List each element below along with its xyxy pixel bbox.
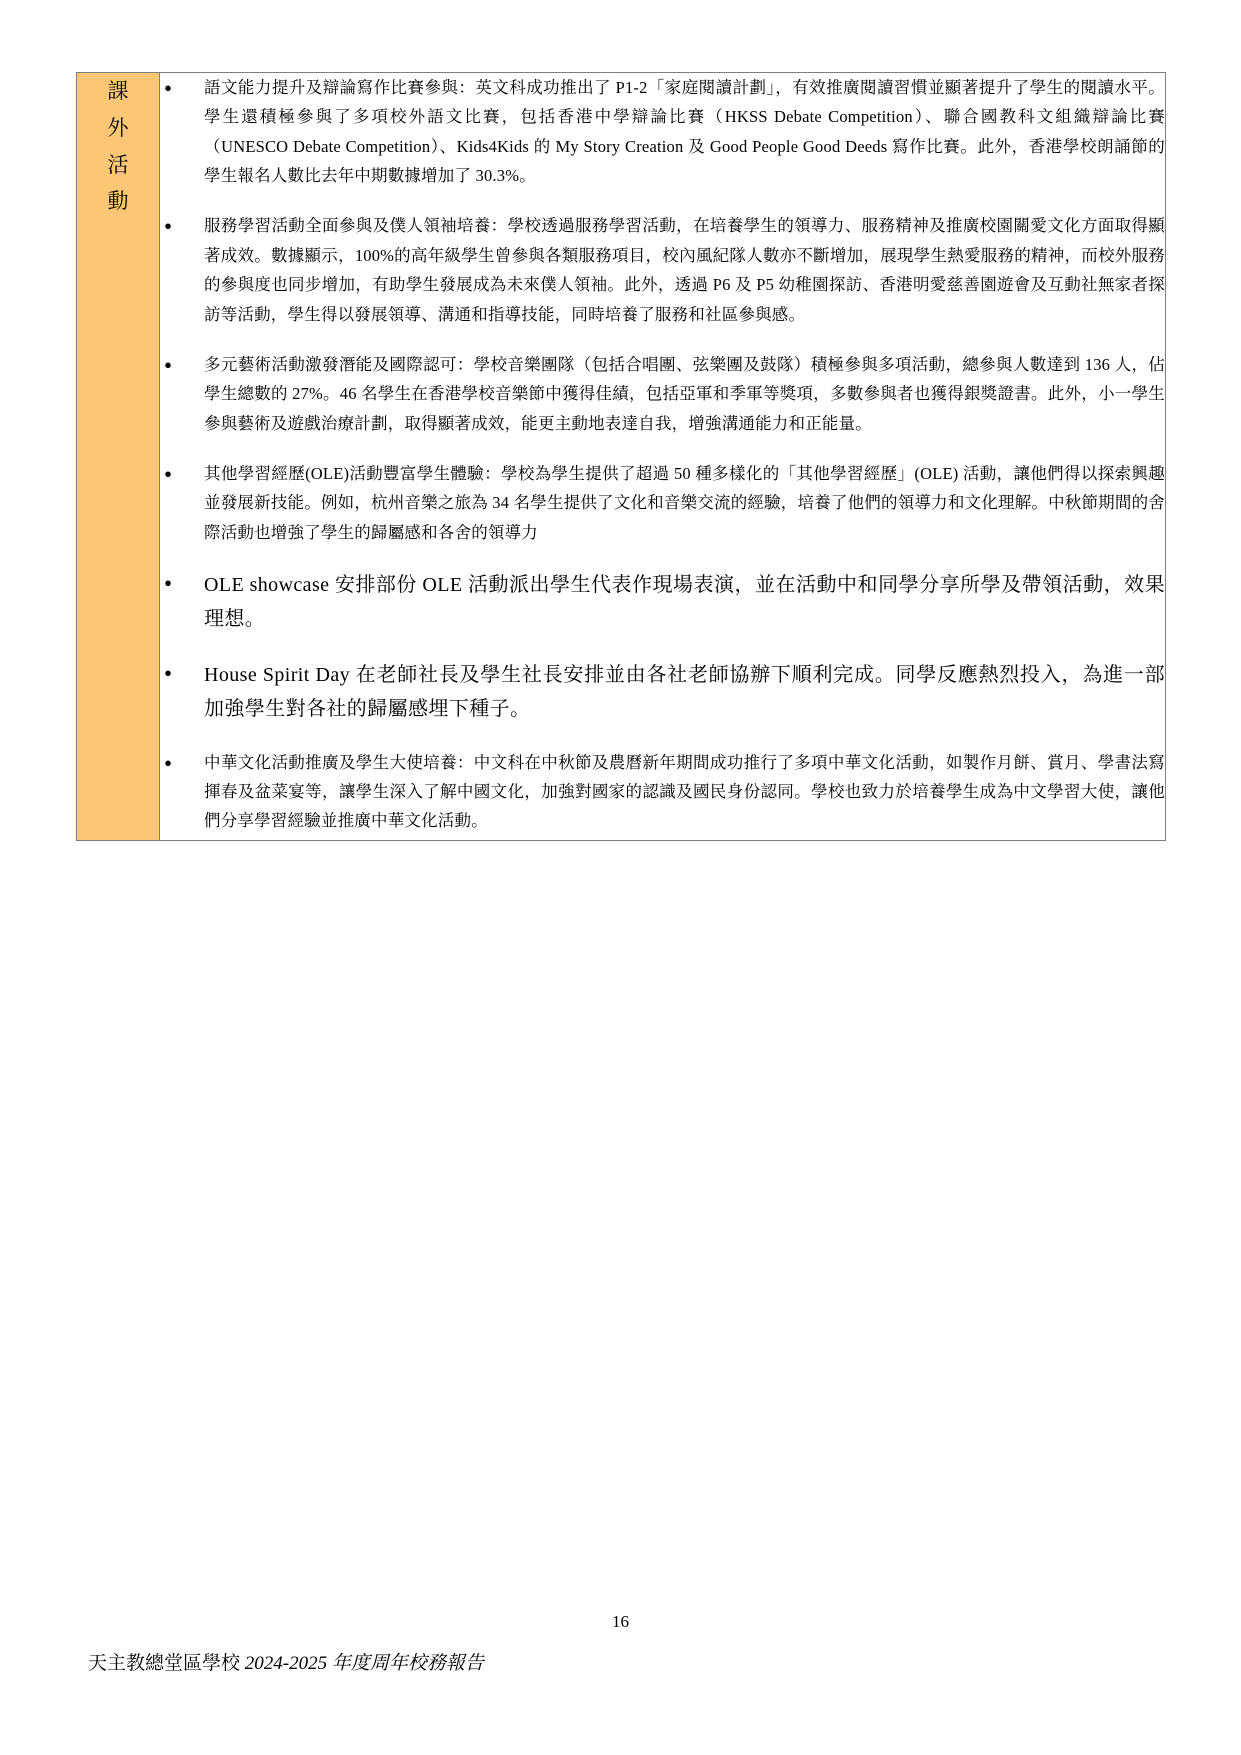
bullet-text: • 中華文化活動推廣及學生大使培養：中文科在中秋節及農曆新年期間成功推行了多項中華文化活動，如製作月餅、賞月、學書法寫揮春及盆菜宴等，讓學生深入了解中國文化，加強對國家的認識及國民身份認同。學校也致力於培養學生成為中文學習大使，讓他們分享學習經驗並推廣中華文化活動。 <box>204 752 1165 831</box>
bullet-ole-showcase <box>160 568 1165 637</box>
footer-school-name: 天主教總堂區學校 <box>88 1653 245 1674</box>
footer-report-title: 2024-2025 年度周年校務報告 <box>244 1653 484 1674</box>
bullet-text: • OLE showcase 安排部份 OLE 活動派出學生代表作現場表演，並在活動中和同學分享所學及帶領活動，效果理想。 <box>204 574 1165 631</box>
bullet-text: • 其他學習經歷(OLE)活動豐富學生體驗：學校為學生提供了超過 50 種多樣化的「其他學習經歷」(OLE) 活動，讓他們得以探索興趣並發展新技能。例如，杭州音樂之旅為 34 名學生提供了文化和音樂交流的經驗，培養了他們的領導力和文化理解。中秋節期間的舍際活動也增強了學生的歸屬感和各舍的領導力 <box>204 463 1165 542</box>
footer-text <box>88 1648 484 1675</box>
extracurricular-table <box>76 72 1166 841</box>
bullet-text: • 語文能力提升及辯論寫作比賽參與：英文科成功推出了 P1-2「家庭閱讀計劃」，有效推廣閱讀習慣並顯著提升了學生的閱讀水平。學生還積極參與了多項校外語文比賽，包括香港中學辯論比賽（HKSS Debate Competition）、聯合國教科文組織辯論比賽（UNESCO Debate Competition）、Kids4Kids 的 My Story Creation 及 Good People Good Deeds 寫作比賽。此外，香港學校朗誦節的學生報名人數比去年中期數據增加了 30.3%。 <box>204 78 1165 186</box>
row-label-vertical-text <box>77 73 159 220</box>
bullet-service-learning <box>160 211 1165 328</box>
row-label-cell <box>77 73 160 841</box>
row-label-char-1: 課 <box>107 79 129 103</box>
table-row <box>77 73 1166 841</box>
bullet-text: • 服務學習活動全面參與及僕人領袖培養：學校透過服務學習活動，在培養學生的領導力、服務精神及推廣校園關愛文化方面取得顯著成效。數據顯示，100%的高年級學生曾參與各類服務項目，校內風紀隊人數亦不斷增加，展現學生熱愛服務的精神，而校外服務的參與度也同步增加，有助學生發展成為未來僕人領袖。此外，透過 P6 及 P5 幼稚園探訪、香港明愛慈善園遊會及互動社無家者探訪等活動，學生得以發展領導、溝通和指導技能，同時培養了服務和社區參與感。 <box>204 216 1165 324</box>
bullet-list <box>160 73 1165 836</box>
row-label-char-4: 動 <box>107 189 129 214</box>
bullet-house-spirit-day <box>160 658 1165 727</box>
bullet-chinese-culture <box>160 748 1165 836</box>
row-content-cell <box>160 73 1166 841</box>
page-number: 16 <box>612 1612 629 1631</box>
bullet-arts-activities <box>160 350 1165 438</box>
bullet-text: • 多元藝術活動激發潛能及國際認可：學校音樂團隊（包括合唱團、弦樂團及鼓隊）積極參與多項活動，總參與人數達到 136 人，佔學生總數的 27%。46 名學生在香港學校音樂節中獲得佳績，包括亞軍和季軍等獎項，多數參與者也獲得銀獎證書。此外，小一學生參與藝術及遊戲治療計劃，取得顯著成效，能更主動地表達自我，增強溝通能力和正能量。 <box>204 354 1165 433</box>
row-label-char-3: 活 <box>107 152 129 177</box>
bullet-ole-activities <box>160 459 1165 547</box>
row-label-char-2: 外 <box>107 115 129 140</box>
bullet-language-debate <box>160 73 1165 190</box>
bullet-text: • House Spirit Day 在老師社長及學生社長安排並由各社老師協辦下順利完成。同學反應熱烈投入，為進一部加強學生對各社的歸屬感埋下種子。 <box>204 663 1165 721</box>
